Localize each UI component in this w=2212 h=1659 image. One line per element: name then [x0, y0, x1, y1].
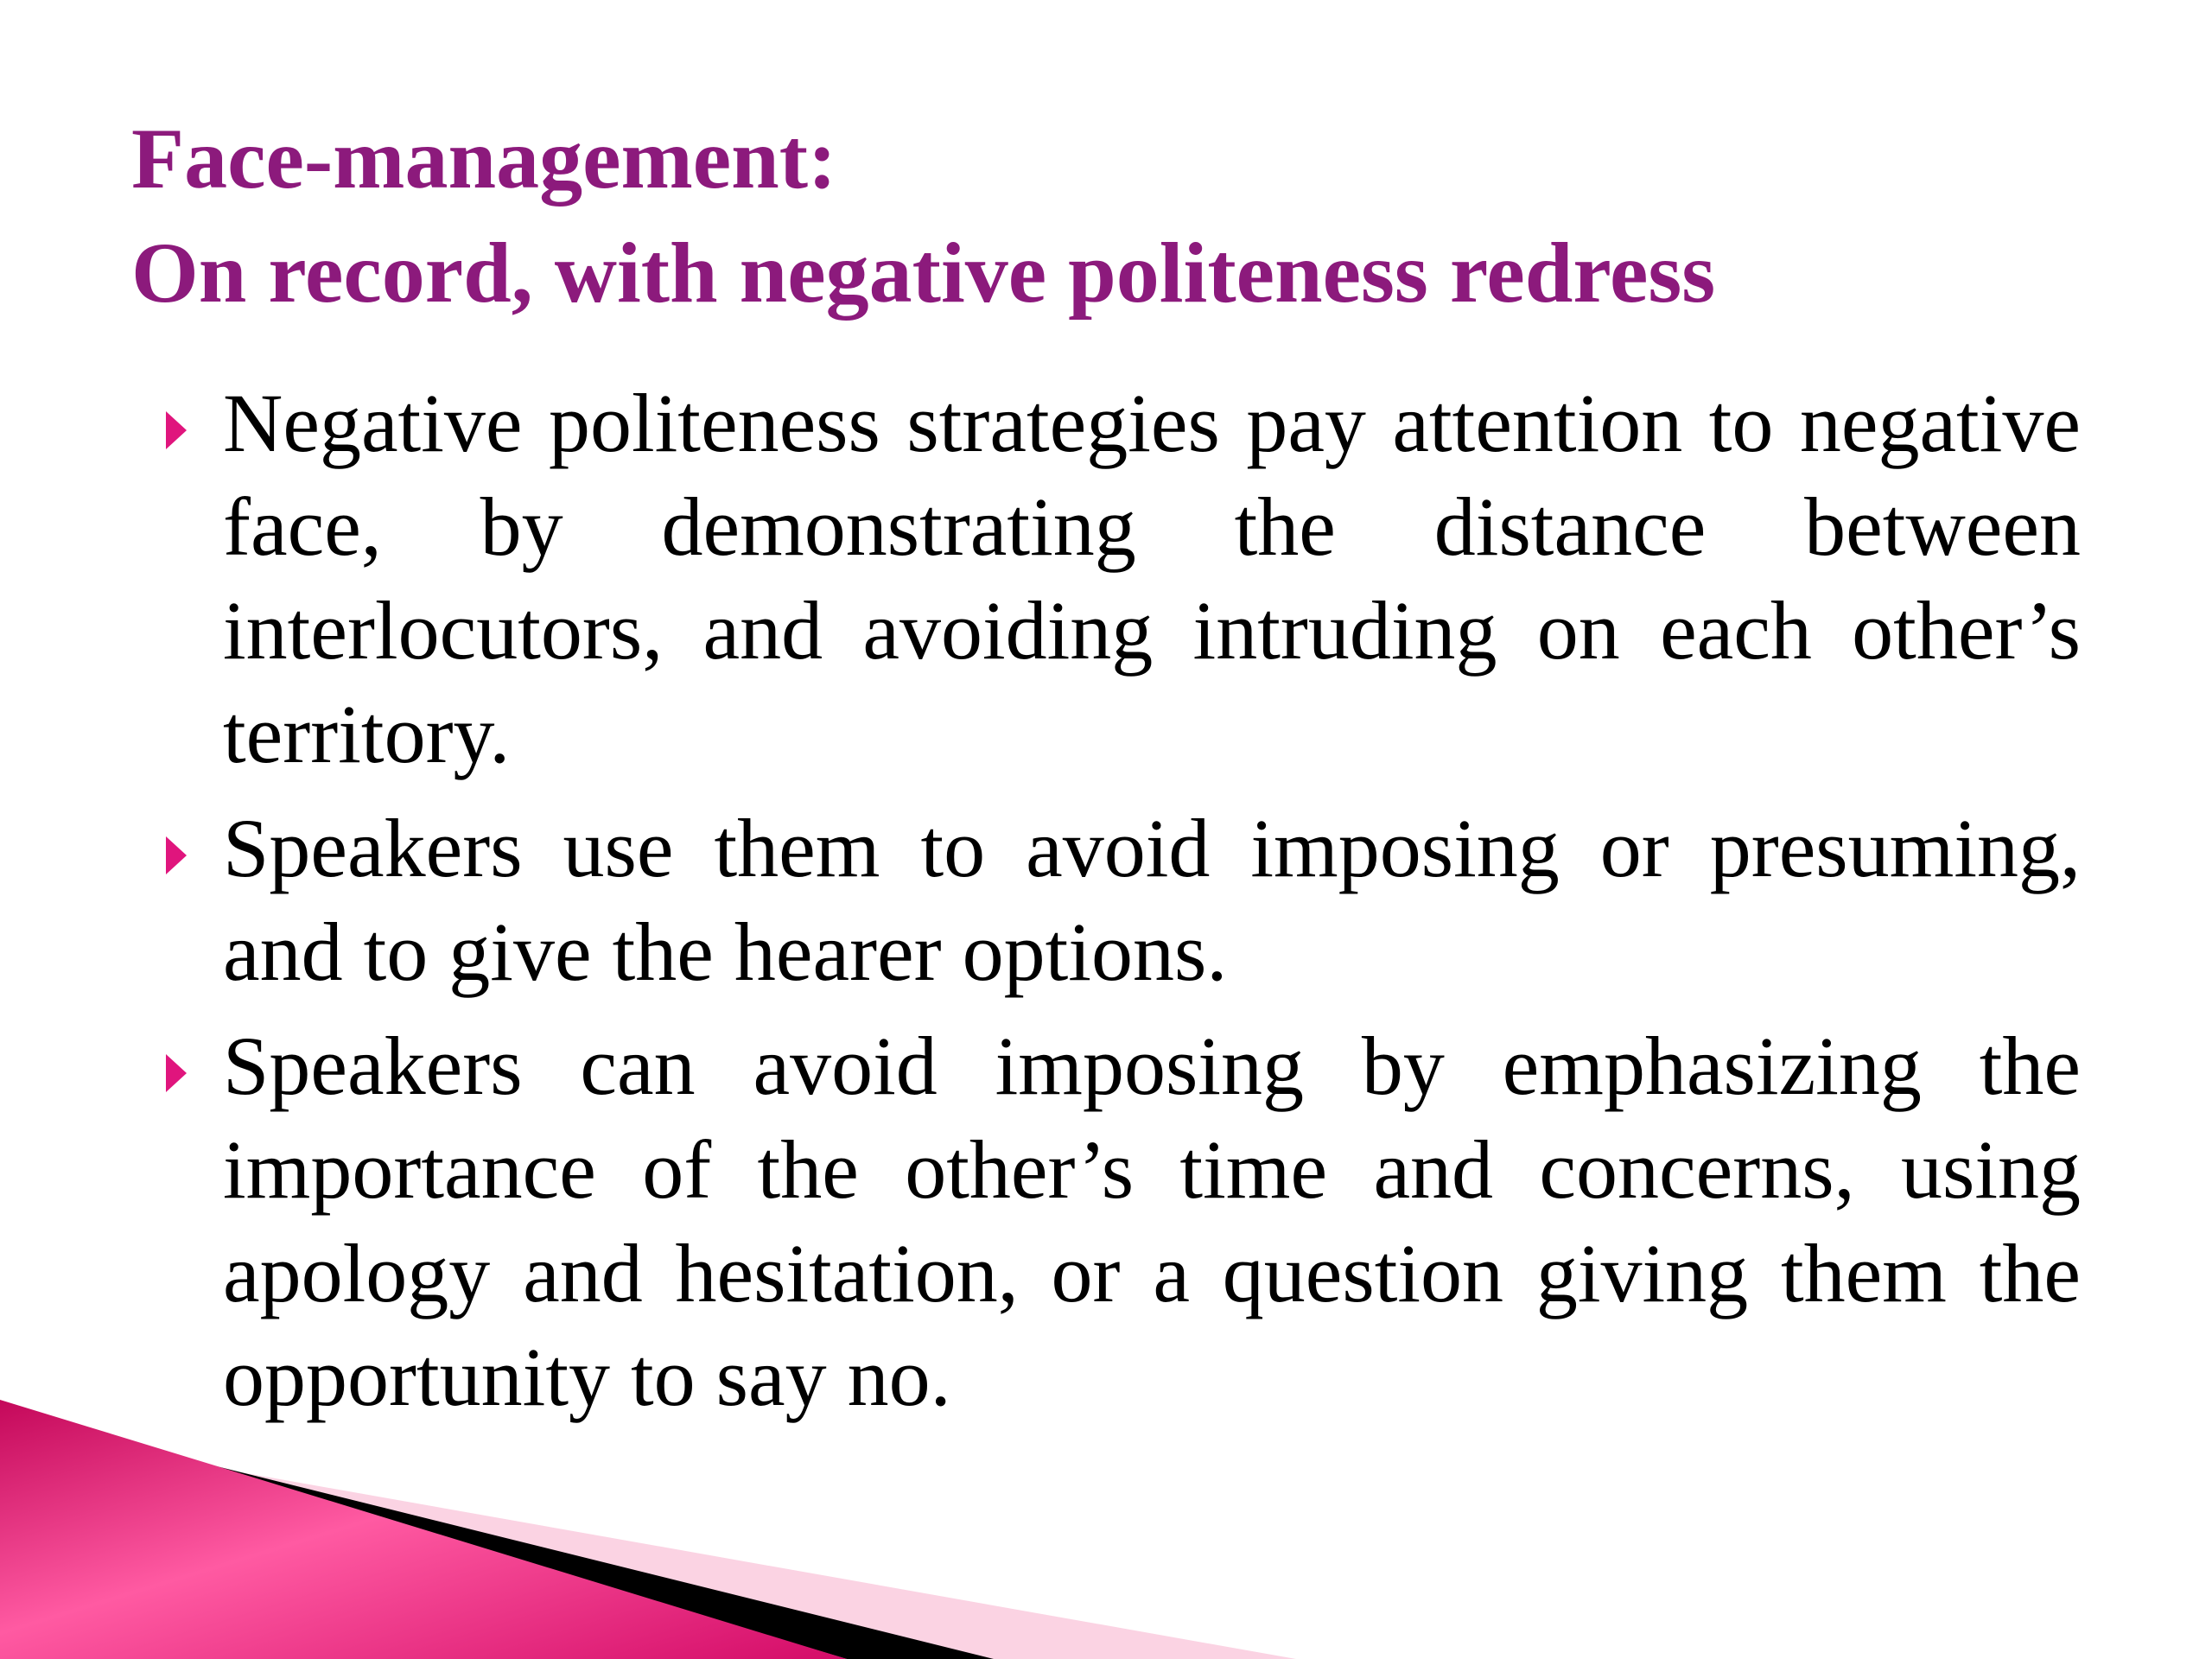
slide-title-line-2: On record, with negative politeness redress	[131, 225, 1716, 321]
bullet-list	[223, 372, 2081, 1440]
triangle-right-icon	[166, 411, 187, 449]
bullet-text: Negative politeness strategies pay attention to negative face, by demonstrating the distance between interlocutors, and avoiding intruding on each other’s territory.	[223, 377, 2081, 780]
slide-title-line-1: Face-management:	[131, 111, 837, 207]
bullet-text: Speakers use them to avoid imposing or presuming, and to give the hearer options.	[223, 802, 2081, 998]
triangle-right-icon	[166, 836, 187, 874]
bullet-item	[223, 1014, 2081, 1429]
bullet-item	[223, 797, 2081, 1004]
slide-title	[131, 102, 2119, 330]
triangle-right-icon	[166, 1054, 187, 1092]
bullet-text: Speakers can avoid imposing by emphasizing the importance of the other’s time and concerns, using apology and hesitation, or a question giving them the opportunity to say no.	[223, 1020, 2081, 1423]
bullet-item	[223, 372, 2081, 786]
